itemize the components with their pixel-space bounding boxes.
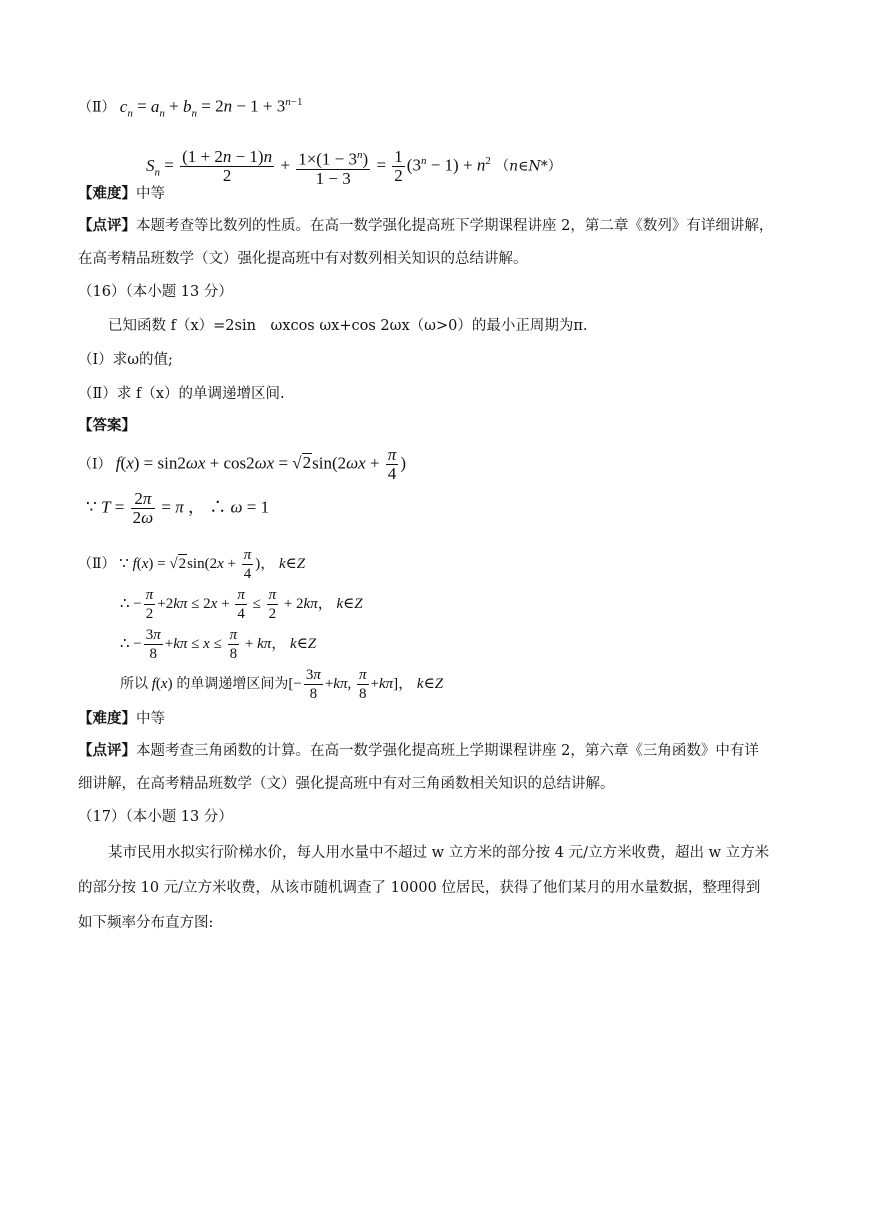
q15-comment-line2: 在高考精品班数学（文）强化提高班中有对数列相关知识的总结讲解。 bbox=[78, 251, 528, 267]
q15-difficulty bbox=[78, 184, 165, 204]
q17-header: （17）（本小题 13 分） bbox=[78, 809, 233, 825]
q16-stem: 已知函数 f（x）=2sin ωxcos ωx+cos 2ωx（ω>0）的最小正周期为π. bbox=[108, 318, 588, 334]
ans2-line4: 所以 f(x) 的单调递增区间为[− $\frac{3\pi}{8}$ +kπ, $\frac{\pi}{8}$ +kπ]， k∈Z bbox=[120, 667, 444, 702]
q16-part2: （Ⅱ）求 f（x）的单调递增区间. bbox=[78, 386, 285, 402]
ans2-label: （Ⅱ） bbox=[78, 555, 116, 572]
difficulty-value: 中等 bbox=[136, 186, 165, 202]
q16-comment-line1 bbox=[78, 741, 759, 761]
difficulty-tag: 【难度】 bbox=[78, 710, 136, 727]
comment-tag: 【点评】 bbox=[78, 742, 136, 759]
q16-header: （16）（本小题 13 分） bbox=[78, 284, 233, 300]
ans1-line2: ∵ T = $\frac{2\pi}{2\omega}$ = π ， ∴ ω = 1 bbox=[86, 489, 270, 527]
q17-line2: 的部分按 10 元/立方米收费，从该市随机调查了 10000 位居民，获得了他们某月的用水量数据，整理得到 bbox=[78, 880, 761, 896]
ans2-line1: （Ⅱ） ∵ f(x) = √2sin(2x + $\frac{\pi}{4}$ )， k∈Z bbox=[78, 547, 306, 582]
q17-line3: 如下频率分布直方图: bbox=[78, 915, 214, 931]
q17-line1: 某市民用水拟实行阶梯水价，每人用水量中不超过 w 立方米的部分按 4 元/立方米收费，超出 w 立方米 bbox=[108, 845, 770, 861]
ans1-label: （Ⅰ） bbox=[78, 456, 112, 473]
ans1-line1: （Ⅰ） f(x) = sin2ωx + cos2ωx = √2sin(2ωx + $\frac{\pi}{4}$ ) bbox=[78, 445, 406, 483]
q16-difficulty bbox=[78, 709, 165, 729]
q16-part1: （Ⅰ）求ω的值; bbox=[78, 352, 173, 368]
cn-formula: （Ⅱ） $c_n = a_n + b_n = 2n - 1 + 3^{n-1}$ bbox=[78, 96, 303, 120]
comment-tag: 【点评】 bbox=[78, 217, 136, 234]
ans2-line2: ∴ − $\frac{\pi}{2}$ +2kπ ≤ 2x + $\frac{\pi}{4}$ ≤ $\frac{\pi}{2}$ + 2kπ， k∈Z bbox=[120, 587, 363, 622]
difficulty-value: 中等 bbox=[136, 711, 165, 727]
comment-text: 本题考查等比数列的性质。在高一数学强化提高班下学期课程讲座 2，第二章《数列》有详细讲解， bbox=[136, 218, 774, 234]
q16-comment-line2: 细讲解，在高考精品班数学（文）强化提高班中有对三角函数相关知识的总结讲解。 bbox=[78, 776, 615, 792]
ans2-line3: ∴ − $\frac{3\pi}{8}$ +kπ ≤ x ≤ $\frac{\pi}{8}$ + kπ， k∈Z bbox=[120, 627, 317, 662]
comment-text: 本题考查三角函数的计算。在高一数学强化提高班上学期课程讲座 2，第六章《三角函数》中有详 bbox=[136, 743, 759, 759]
sn-formula: $S_n$ = $\frac{(1 + 2n - 1)n}{2}$ + $\frac{1\times(1 - 3^n)}{1 - 3}$ = $\frac{1}{2}$ $(3^n - 1) + n^2$ （n∈N*） bbox=[146, 147, 562, 188]
difficulty-tag: 【难度】 bbox=[78, 185, 136, 202]
q15-comment-line1 bbox=[78, 216, 773, 236]
part2-label: （Ⅱ） bbox=[78, 99, 116, 116]
answer-tag: 【答案】 bbox=[78, 417, 136, 434]
